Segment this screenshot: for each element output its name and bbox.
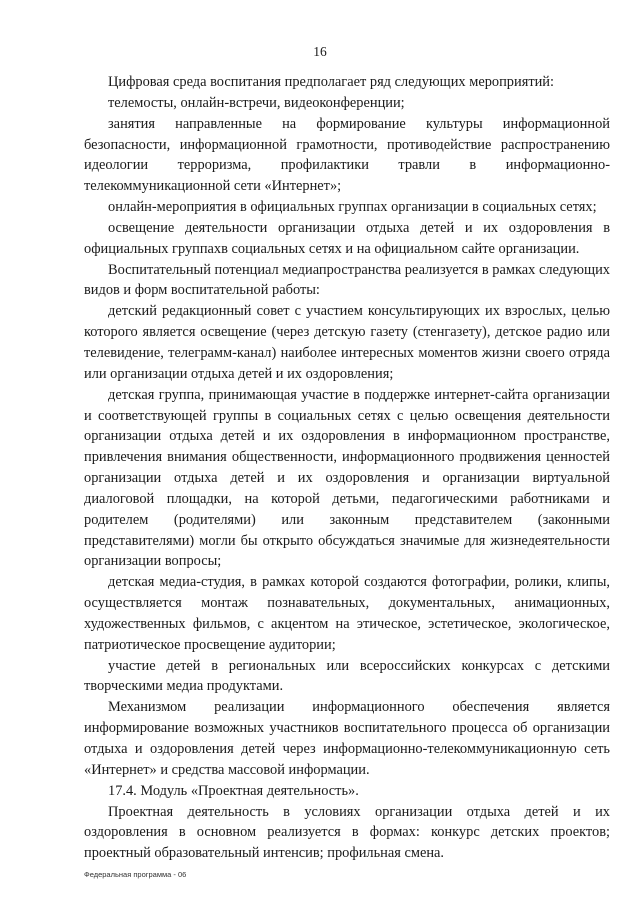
list-item-children-group: детская группа, принимающая участие в поддержке интернет-сайта организации и соответствующей группы в социальных сетях с целью освещения деятельности организации отдыха детей и их оздоровления в информационном пространстве, привлечения внимания общественности, информационного продвижения ценностей организации отдыха детей и их оздоровления и организации виртуальной диалоговой площадки, на которой детьми, педагогическими работниками и родителем (родителями) или законным представителем (законными представителями) могли бы открыто обсуждаться значимые для жизнедеятельности организации вопросы;	[84, 386, 610, 570]
paragraph-media-potential: Воспитательный потенциал медиапространства реализуется в рамках следующих видов и форм воспитательной работы:	[84, 261, 610, 299]
paragraph-information-mechanism: Механизмом реализации информационного обеспечения является информирование возможных участников воспитательного процесса об организации отдыха и оздоровления детей через информационно-телекоммуникационную сеть «Интернет» и средства массовой информации.	[84, 699, 610, 778]
document-body	[84, 72, 610, 864]
list-item-editorial-board: детский редакционный совет с участием консультирующих их взрослых, целью которого является освещение (через детскую газету (стенгазету), детское радио или телевидение, телеграмм-канал) наиболее интересных моментов жизни своего отряда или организации отдыха детей и их оздоровления;	[84, 303, 610, 382]
list-item-telebridges: телемосты, онлайн-встречи, видеоконференции;	[108, 94, 405, 111]
list-item-online-events: онлайн-мероприятия в официальных группах организации в социальных сетях;	[108, 199, 597, 216]
page-number: 16	[313, 44, 327, 59]
list-item-info-security-classes: занятия направленные на формирование культуры информационной безопасности, информационной грамотности, противодействие распространению идеологии терроризма, профилактики травли в информационно-телекоммуникационной сети «Интернет»;	[84, 115, 610, 195]
list-item-activity-coverage: освещение деятельности организации отдыха детей и их оздоровления в официальных группахв социальных сетях и на официальном сайте организации.	[84, 219, 610, 257]
section-heading-project-module: 17.4. Модуль «Проектная деятельность».	[108, 782, 359, 799]
paragraph-project-activity: Проектная деятельность в условиях организации отдыха детей и их оздоровления в основном реализуется в формах: конкурс детских проектов; проектный образовательный интенсив; профильная смена.	[84, 803, 610, 862]
footer-note: Федеральная программа - 06	[84, 870, 187, 879]
paragraph-digital-environment-intro: Цифровая среда воспитания предполагает ряд следующих мероприятий:	[108, 74, 555, 90]
list-item-media-studio: детская медиа-студия, в рамках которой создаются фотографии, ролики, клипы, осуществляется монтаж познавательных, документальных, анимационных, художественных фильмов, с акцентом на этическое, эстетическое, экологическое, патриотическое просвещение аудитории;	[84, 574, 610, 653]
list-item-contests: участие детей в региональных или всероссийских конкурсах с детскими творческими медиа продуктами.	[84, 657, 610, 695]
